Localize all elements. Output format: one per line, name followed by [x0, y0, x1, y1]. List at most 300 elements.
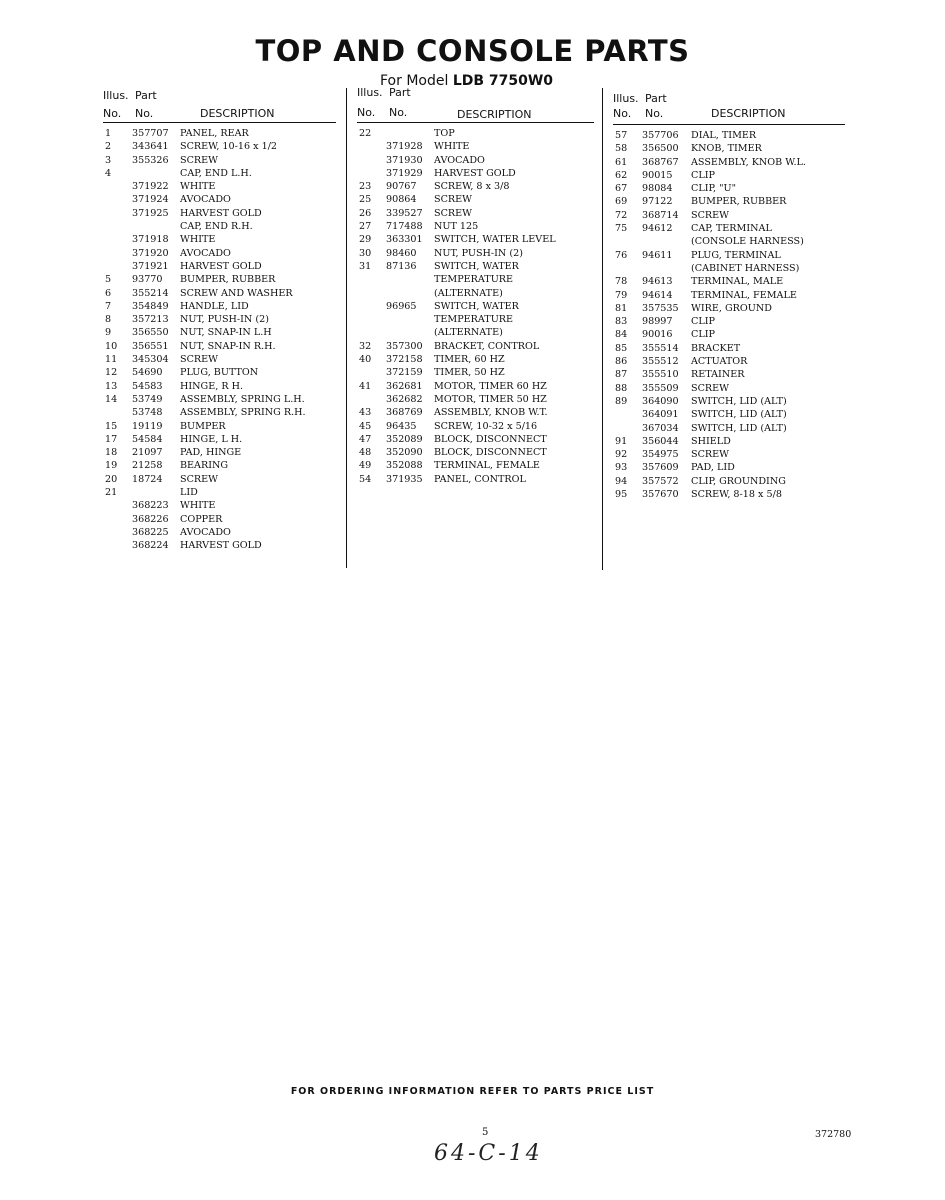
- part-description: CAP, END L.H.: [180, 167, 252, 179]
- illus-number: 89: [615, 395, 628, 407]
- illus-number: 17: [105, 433, 118, 445]
- part-description: SCREW, 10-32 x 5/16: [434, 420, 538, 432]
- part-number: 54690: [132, 367, 163, 379]
- part-number: 352088: [386, 460, 423, 472]
- part-description: NUT, SNAP-IN R.H.: [180, 340, 276, 352]
- part-description: AVOCADO: [434, 154, 485, 166]
- part-description: HINGE, L H.: [180, 433, 243, 445]
- ordering-note: FOR ORDERING INFORMATION REFER TO PARTS PRICE LIST: [290, 1086, 655, 1097]
- part-description: SCREW: [180, 473, 219, 485]
- illus-number: 75: [615, 223, 628, 235]
- table-row: [613, 315, 845, 328]
- table-row: [357, 340, 594, 353]
- illus-number: 93: [615, 462, 628, 474]
- part-number: 352089: [386, 433, 423, 445]
- illus-number: 72: [615, 209, 628, 221]
- part-number: 371921: [132, 260, 169, 272]
- illus-number: 29: [359, 234, 372, 246]
- illus-number: 40: [359, 354, 372, 366]
- part-description: WHITE: [180, 181, 216, 193]
- table-row: [613, 368, 845, 381]
- part-number: 357300: [386, 340, 423, 352]
- part-number: 355512: [642, 356, 679, 368]
- table-row: [613, 209, 845, 222]
- part-description: WHITE: [180, 500, 216, 512]
- part-description: SWITCH, WATER: [434, 260, 519, 272]
- table-row: [103, 380, 336, 393]
- part-number: 371929: [386, 167, 423, 179]
- part-number: 368224: [132, 540, 169, 552]
- table-row: [613, 262, 845, 275]
- part-description: CLIP, "U": [691, 183, 737, 195]
- part-description: SCREW, 10-16 x 1/2: [180, 141, 278, 153]
- part-number: 363301: [386, 234, 423, 246]
- illus-number: 67: [615, 183, 628, 195]
- table-row: [613, 195, 845, 208]
- illus-number: 9: [105, 327, 112, 339]
- illus-number: 83: [615, 316, 628, 328]
- illus-number: 86: [615, 356, 628, 368]
- illus-number: 94: [615, 475, 628, 487]
- column-divider-1: [346, 88, 347, 568]
- header-description: DESCRIPTION: [711, 107, 786, 120]
- column-divider-2: [602, 88, 603, 570]
- table-row: [613, 302, 845, 315]
- table-row: [357, 366, 594, 379]
- part-number: 96965: [386, 300, 417, 312]
- part-description: CLIP: [691, 329, 715, 341]
- part-description: SCREW: [180, 354, 219, 366]
- part-description: MOTOR, TIMER 60 HZ: [434, 380, 547, 392]
- illus-number: 58: [615, 143, 628, 155]
- part-description: PANEL, CONTROL: [434, 473, 526, 485]
- part-number: 94612: [642, 223, 673, 235]
- table-row: [103, 313, 336, 326]
- table-row: [357, 220, 594, 233]
- illus-number: 20: [105, 473, 118, 485]
- part-number: 94614: [642, 289, 673, 301]
- table-row: [613, 488, 845, 501]
- illus-number: 79: [615, 289, 628, 301]
- table-row: [613, 355, 845, 368]
- part-description: CLIP: [691, 316, 715, 328]
- part-number: 98997: [642, 316, 673, 328]
- page-number: 5: [482, 1127, 489, 1138]
- part-number: 371935: [386, 473, 423, 485]
- table-row: [103, 446, 336, 459]
- table-row: [613, 169, 845, 182]
- illus-number: 30: [359, 247, 372, 259]
- table-row: [103, 433, 336, 446]
- part-description: AVOCADO: [180, 194, 231, 206]
- illus-number: 87: [615, 369, 628, 381]
- table-row: [357, 127, 594, 140]
- part-number: 357213: [132, 314, 169, 326]
- part-description: KNOB, TIMER: [691, 143, 762, 155]
- table-row: [613, 342, 845, 355]
- part-description: TERMINAL, FEMALE: [434, 460, 540, 472]
- illus-number: 21: [105, 487, 118, 499]
- table-row: [613, 289, 845, 302]
- part-number: 371925: [132, 207, 169, 219]
- part-description: BLOCK, DISCONNECT: [434, 447, 547, 459]
- part-description: BUMPER, RUBBER: [180, 274, 276, 286]
- table-row: [613, 249, 845, 262]
- part-description: (CONSOLE HARNESS): [691, 236, 804, 248]
- table-row: [103, 273, 336, 286]
- part-description: HARVEST GOLD: [180, 260, 262, 272]
- part-description: SCREW: [180, 154, 219, 166]
- part-description: CAP, END R.H.: [180, 221, 253, 233]
- part-number: 362681: [386, 380, 423, 392]
- part-description: NUT, PUSH-IN (2): [434, 247, 523, 259]
- part-number: 371928: [386, 141, 423, 153]
- part-number: 355514: [642, 342, 679, 354]
- part-number: 367034: [642, 422, 679, 434]
- table-row: [357, 233, 594, 246]
- table-row: [357, 459, 594, 472]
- part-description: SWITCH, LID (ALT): [691, 409, 787, 421]
- table-row: [613, 182, 845, 195]
- part-number: 371924: [132, 194, 169, 206]
- part-description: WHITE: [180, 234, 216, 246]
- table-row: [103, 260, 336, 273]
- part-description: SCREW: [434, 207, 473, 219]
- illus-number: 95: [615, 489, 628, 501]
- illus-number: 92: [615, 449, 628, 461]
- part-description: TERMINAL, MALE: [691, 276, 784, 288]
- illus-number: 8: [105, 314, 112, 326]
- illus-number: 69: [615, 196, 628, 208]
- table-row: [613, 382, 845, 395]
- illus-number: 43: [359, 407, 372, 419]
- illus-number: 81: [615, 302, 628, 314]
- part-number: 90015: [642, 169, 673, 181]
- table-row: [357, 300, 594, 313]
- part-description: RETAINER: [691, 369, 745, 381]
- part-description: WHITE: [434, 141, 470, 153]
- illus-number: 3: [105, 154, 112, 166]
- part-number: 356551: [132, 340, 169, 352]
- table-row: [357, 287, 594, 300]
- part-description: TEMPERATURE: [434, 314, 514, 326]
- part-description: TIMER, 50 HZ: [434, 367, 505, 379]
- part-number: 356500: [642, 143, 679, 155]
- part-number: 372158: [386, 354, 423, 366]
- illus-number: 4: [105, 167, 112, 179]
- illus-number: 41: [359, 380, 372, 392]
- part-number: 371918: [132, 234, 169, 246]
- illus-number: 5: [105, 274, 112, 286]
- parts-column-1: [103, 88, 336, 553]
- illus-number: 10: [105, 340, 118, 352]
- part-description: WIRE, GROUND: [691, 302, 772, 314]
- part-description: HARVEST GOLD: [434, 167, 516, 179]
- part-description: ACTUATOR: [691, 356, 748, 368]
- part-description: BUMPER, RUBBER: [691, 196, 787, 208]
- part-number: 357609: [642, 462, 679, 474]
- illus-number: 1: [105, 128, 112, 139]
- illus-number: 11: [105, 354, 118, 366]
- header-description: DESCRIPTION: [457, 108, 532, 121]
- table-row: [357, 247, 594, 260]
- page-title: TOP AND CONSOLE PARTS: [255, 34, 690, 68]
- illus-number: 85: [615, 342, 628, 354]
- illus-number: 15: [105, 420, 118, 432]
- part-number: 54584: [132, 433, 163, 445]
- illus-number: 45: [359, 420, 372, 432]
- part-number: 362682: [386, 393, 423, 405]
- part-number: 339527: [386, 207, 423, 219]
- part-number: 19119: [132, 420, 163, 432]
- header-illus-no: No.: [103, 107, 122, 120]
- part-number: 355509: [642, 382, 679, 394]
- table-row: [103, 127, 336, 140]
- illus-number: 47: [359, 433, 372, 445]
- table-row: [103, 154, 336, 167]
- part-number: 355326: [132, 154, 169, 166]
- table-row: [357, 193, 594, 206]
- part-description: HINGE, R H.: [180, 380, 244, 392]
- table-row: [103, 539, 336, 552]
- part-number: 355214: [132, 287, 169, 299]
- part-number: 54583: [132, 380, 163, 392]
- table-row: [613, 222, 845, 235]
- part-description: TIMER, 60 HZ: [434, 354, 505, 366]
- table-row: [357, 326, 594, 339]
- part-number: 352090: [386, 447, 423, 459]
- parts-rows: [613, 129, 845, 501]
- part-number: 364090: [642, 395, 679, 407]
- part-number: 354975: [642, 449, 679, 461]
- illus-number: 84: [615, 329, 628, 341]
- table-row: [357, 154, 594, 167]
- part-number: 98460: [386, 247, 417, 259]
- part-number: 97122: [642, 196, 673, 208]
- part-description: SWITCH, LID (ALT): [691, 422, 787, 434]
- column-header: [103, 88, 336, 123]
- handwritten-note: 64-C-14: [434, 1141, 543, 1166]
- part-number: 355510: [642, 369, 679, 381]
- part-number: 90767: [386, 181, 417, 193]
- table-row: [103, 473, 336, 486]
- illus-number: 61: [615, 156, 628, 168]
- header-illus: Illus.: [357, 86, 383, 99]
- part-description: CLIP, GROUNDING: [691, 475, 786, 487]
- illus-number: 26: [359, 207, 372, 219]
- part-description: CLIP: [691, 169, 715, 181]
- part-description: SCREW: [691, 209, 730, 221]
- table-row: [613, 408, 845, 421]
- header-description: DESCRIPTION: [200, 107, 275, 120]
- illus-number: 2: [105, 141, 112, 153]
- illus-number: 6: [105, 287, 112, 299]
- part-description: MOTOR, TIMER 50 HZ: [434, 393, 547, 405]
- part-description: TERMINAL, FEMALE: [691, 289, 797, 301]
- part-description: TOP: [434, 128, 455, 139]
- illus-number: 14: [105, 393, 118, 405]
- part-description: ASSEMBLY, KNOB W.L.: [691, 156, 806, 168]
- part-number: 356550: [132, 327, 169, 339]
- part-number: 87136: [386, 260, 417, 272]
- part-number: 98084: [642, 183, 673, 195]
- part-description: COPPER: [180, 513, 223, 525]
- table-row: [613, 422, 845, 435]
- table-row: [103, 207, 336, 220]
- part-number: 21097: [132, 447, 163, 459]
- table-row: [103, 287, 336, 300]
- parts-rows: [103, 127, 336, 553]
- illus-number: 13: [105, 380, 118, 392]
- part-description: ASSEMBLY, KNOB W.T.: [434, 407, 548, 419]
- part-number: 94613: [642, 276, 673, 288]
- illus-number: 76: [615, 249, 628, 261]
- table-row: [103, 180, 336, 193]
- illus-number: 57: [615, 130, 628, 141]
- table-row: [357, 180, 594, 193]
- table-row: [613, 142, 845, 155]
- table-row: [357, 313, 594, 326]
- model-number: LDB 7750W0: [452, 73, 554, 89]
- part-description: SCREW: [434, 194, 473, 206]
- part-description: HANDLE, LID: [180, 300, 249, 312]
- illus-number: 31: [359, 260, 372, 272]
- table-row: [103, 486, 336, 499]
- table-row: [103, 353, 336, 366]
- table-row: [357, 353, 594, 366]
- part-number: 356044: [642, 435, 679, 447]
- header-part: Part: [135, 89, 157, 102]
- illus-number: 22: [359, 128, 372, 139]
- table-row: [613, 475, 845, 488]
- part-description: PAD, HINGE: [180, 447, 242, 459]
- part-description: BRACKET, CONTROL: [434, 340, 540, 352]
- part-number: 357572: [642, 475, 679, 487]
- part-number: 93770: [132, 274, 163, 286]
- table-row: [357, 167, 594, 180]
- header-part: Part: [389, 86, 411, 99]
- part-number: 53749: [132, 393, 163, 405]
- table-row: [103, 233, 336, 246]
- part-number: 96435: [386, 420, 417, 432]
- part-description: SWITCH, WATER LEVEL: [434, 234, 556, 246]
- header-part-no: No.: [389, 106, 408, 119]
- table-row: [103, 513, 336, 526]
- part-description: SWITCH, WATER: [434, 300, 519, 312]
- table-row: [357, 260, 594, 273]
- illus-number: 54: [359, 473, 372, 485]
- part-description: SCREW AND WASHER: [180, 287, 293, 299]
- part-number: 368714: [642, 209, 679, 221]
- table-row: [357, 393, 594, 406]
- part-description: (ALTERNATE): [434, 327, 503, 339]
- table-row: [103, 499, 336, 512]
- illus-number: 25: [359, 194, 372, 206]
- part-number: 345304: [132, 354, 169, 366]
- illus-number: 88: [615, 382, 628, 394]
- part-number: 357707: [132, 128, 169, 139]
- table-row: [357, 473, 594, 486]
- part-description: NUT 125: [434, 221, 479, 233]
- table-row: [613, 395, 845, 408]
- table-row: [357, 420, 594, 433]
- table-row: [613, 328, 845, 341]
- parts-column-3: [613, 88, 845, 501]
- part-number: 371922: [132, 181, 169, 193]
- header-illus: Illus.: [613, 92, 639, 105]
- document-number: 372780: [815, 1129, 852, 1140]
- illus-number: 49: [359, 460, 372, 472]
- table-row: [357, 433, 594, 446]
- illus-number: 62: [615, 169, 628, 181]
- illus-number: 27: [359, 221, 372, 233]
- illus-number: 91: [615, 435, 628, 447]
- part-description: SCREW, 8 x 3/8: [434, 181, 510, 193]
- illus-number: 18: [105, 447, 118, 459]
- table-row: [613, 156, 845, 169]
- part-number: 717488: [386, 221, 423, 233]
- table-row: [613, 275, 845, 288]
- table-row: [613, 435, 845, 448]
- part-number: 357535: [642, 302, 679, 314]
- part-number: 368769: [386, 407, 423, 419]
- part-description: CAP, TERMINAL: [691, 223, 772, 235]
- part-description: SCREW, 8-18 x 5/8: [691, 489, 782, 501]
- part-description: HARVEST GOLD: [180, 540, 262, 552]
- illus-number: 12: [105, 367, 118, 379]
- table-row: [103, 406, 336, 419]
- table-row: [357, 406, 594, 419]
- part-description: NUT, PUSH-IN (2): [180, 314, 269, 326]
- table-row: [103, 220, 336, 233]
- table-row: [357, 140, 594, 153]
- part-number: 90016: [642, 329, 673, 341]
- part-number: 372159: [386, 367, 423, 379]
- table-row: [103, 459, 336, 472]
- part-description: SCREW: [691, 449, 730, 461]
- part-description: TEMPERATURE: [434, 274, 514, 286]
- header-part-no: No.: [135, 107, 154, 120]
- part-number: 368226: [132, 513, 169, 525]
- part-number: 21258: [132, 460, 163, 472]
- header-part: Part: [645, 92, 667, 105]
- part-number: 343641: [132, 141, 169, 153]
- table-row: [103, 420, 336, 433]
- part-number: 354849: [132, 300, 169, 312]
- illus-number: 7: [105, 300, 112, 312]
- header-illus: Illus.: [103, 89, 129, 102]
- table-row: [103, 393, 336, 406]
- header-illus-no: No.: [613, 107, 632, 120]
- part-description: (ALTERNATE): [434, 287, 503, 299]
- part-description: AVOCADO: [180, 526, 231, 538]
- part-description: NUT, SNAP-IN L.H: [180, 327, 272, 339]
- table-row: [103, 247, 336, 260]
- parts-rows: [357, 127, 594, 486]
- part-description: PLUG, BUTTON: [180, 367, 259, 379]
- column-header: [357, 88, 594, 123]
- illus-number: 32: [359, 340, 372, 352]
- part-number: 368225: [132, 526, 169, 538]
- part-description: BRACKET: [691, 342, 741, 354]
- part-description: SWITCH, LID (ALT): [691, 395, 787, 407]
- subtitle-prefix: For Model: [380, 73, 449, 89]
- part-description: (CABINET HARNESS): [691, 262, 800, 274]
- part-description: PLUG, TERMINAL: [691, 249, 781, 261]
- table-row: [613, 235, 845, 248]
- part-number: 371920: [132, 247, 169, 259]
- part-description: BLOCK, DISCONNECT: [434, 433, 547, 445]
